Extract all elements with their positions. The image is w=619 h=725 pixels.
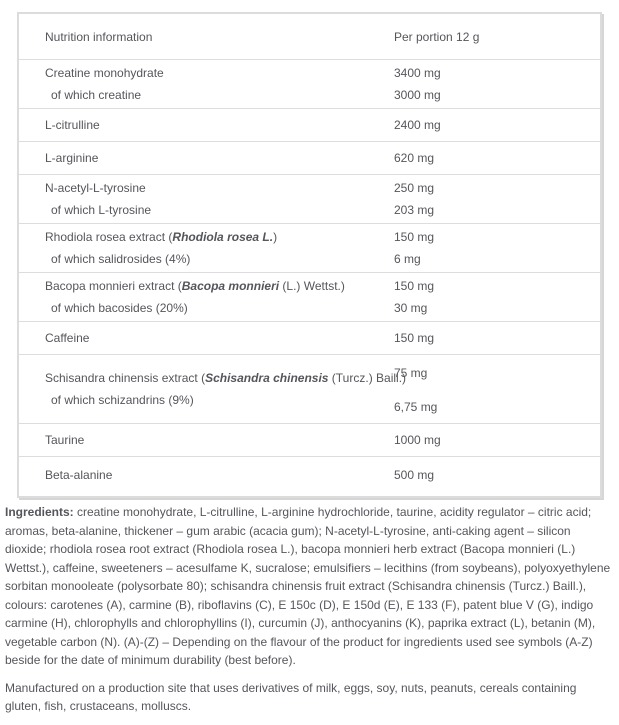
nutrient-subname: of which bacosides (20%) — [51, 301, 188, 315]
nutrient-name — [45, 275, 394, 297]
nutrient-name-text: Creatine monohydrate — [45, 66, 164, 80]
nutrient-name-suffix: (L.) Wettst.) — [279, 279, 345, 293]
nutrient-name-text: L-arginine — [45, 151, 99, 165]
nutrient-amount: 3400 mg — [394, 66, 441, 80]
nutrient-name-text: Taurine — [45, 433, 85, 447]
nutrient-name-text: Rhodiola rosea extract ( — [45, 230, 173, 244]
nutrient-name — [45, 114, 394, 136]
table-row — [19, 456, 600, 496]
nutrient-latin-name: Schisandra chinensis — [205, 371, 329, 385]
nutrient-subamount: 6 mg — [394, 252, 421, 266]
table-row — [19, 59, 600, 108]
nutrient-subname: of which schizandrins (9%) — [51, 393, 194, 407]
nutrient-amount: 620 mg — [394, 151, 435, 165]
nutrient-amount: 2400 mg — [394, 118, 441, 132]
table-row — [19, 354, 600, 423]
nutrient-amount: 150 mg — [394, 230, 435, 244]
nutrient-name — [45, 429, 394, 451]
nutrient-amount: 75 mg — [394, 366, 428, 380]
nutrient-name-text: N-acetyl-L-tyrosine — [45, 181, 146, 195]
table-row — [19, 321, 600, 354]
nutrient-name-text: Schisandra chinensis extract ( — [45, 371, 206, 385]
nutrient-name-text: L-citrulline — [45, 118, 100, 132]
nutrient-subamount: 6,75 mg — [394, 400, 438, 414]
table-row — [19, 141, 600, 174]
nutrient-latin-name: Bacopa monnieri — [181, 279, 280, 293]
nutrient-name — [45, 367, 407, 389]
nutrition-table — [17, 12, 602, 498]
nutrient-amount: 250 mg — [394, 181, 435, 195]
ingredients-text: creatine monohydrate, L-citrulline, L-arginine hydrochloride, taurine, acidity regulator – citric acid; aromas, beta-alanine, thickener – gum arabic (acacia gum); N-acetyl-L-tyrosine, anti-caking agent – silicon dioxide; rhodiola rosea root extract (Rhodiola rosea L.), bacopa monnieri herb extract (Bacopa monnieri (L.) Wettst.), caffeine, sweeteners – acesulfame K, sucralose; emulsifiers – lecithins (from soybeans), polyoxyethylene sorbitan monooleate (polysorbate 80); schisandra chinensis fruit extract (Schisandra chinensis (Turcz.) Baill.), colours: carotenes (A), carmine (B), riboflavins (C), E 150c (D), E 150d (E), E 133 (F), patent blue V (G), indigo carmine (H), chlorophylls and chlorophyllins (I), curcumin (J), anthocyanins (K), paprika extract (L), betanin (M), vegetable carbon (N). (A)-(Z) – Depending on the flavour of the product for ingredients used see symbols (A-Z) beside for the date of minimum durability (best before). — [5, 505, 611, 667]
nutrient-name — [45, 327, 394, 349]
table-header-portion: Per portion 12 g — [394, 29, 480, 44]
nutrition-table-header — [19, 14, 600, 59]
nutrition-table-body — [19, 59, 600, 496]
nutrient-latin-name: Rhodiola rosea L. — [172, 230, 274, 244]
nutrient-name-text: Beta-alanine — [45, 467, 113, 482]
nutrient-amount: 1000 mg — [394, 433, 441, 447]
table-header-title: Nutrition information — [45, 29, 153, 44]
nutrient-name — [45, 464, 394, 486]
nutrient-subamount: 30 mg — [394, 301, 428, 315]
table-row — [19, 272, 600, 321]
nutrient-subname: of which creatine — [51, 88, 142, 102]
nutrient-name-text: Bacopa monnieri extract ( — [45, 279, 182, 293]
nutrient-amount: 150 mg — [394, 331, 435, 345]
nutrient-name — [45, 62, 394, 84]
table-row — [19, 108, 600, 141]
nutrient-name — [45, 177, 394, 199]
nutrient-subamount: 203 mg — [394, 203, 435, 217]
nutrient-name-suffix: ) — [273, 230, 278, 244]
label-text-section — [5, 503, 614, 725]
nutrient-subname: of which salidrosides (4%) — [51, 252, 191, 266]
table-row — [19, 174, 600, 223]
allergen-note: Manufactured on a production site that uses derivatives of milk, eggs, soy, nuts, peanuts, cereals containing gluten, fish, crustaceans, molluscs. — [5, 680, 577, 713]
nutrient-subname: of which L-tyrosine — [51, 203, 152, 217]
ingredients-label: Ingredients: — [5, 505, 74, 519]
nutrient-subamount: 3000 mg — [394, 88, 441, 102]
nutrient-amount: 150 mg — [394, 279, 435, 293]
nutrient-amount: 500 mg — [394, 467, 435, 482]
nutrient-name-suffix: (Turcz.) Baill.) — [328, 371, 407, 385]
nutrient-name — [45, 226, 394, 248]
nutrient-name — [45, 147, 394, 169]
ingredients-paragraph — [5, 503, 614, 670]
nutrient-name-text: Caffeine — [45, 331, 90, 345]
table-row — [19, 223, 600, 272]
table-row — [19, 423, 600, 456]
